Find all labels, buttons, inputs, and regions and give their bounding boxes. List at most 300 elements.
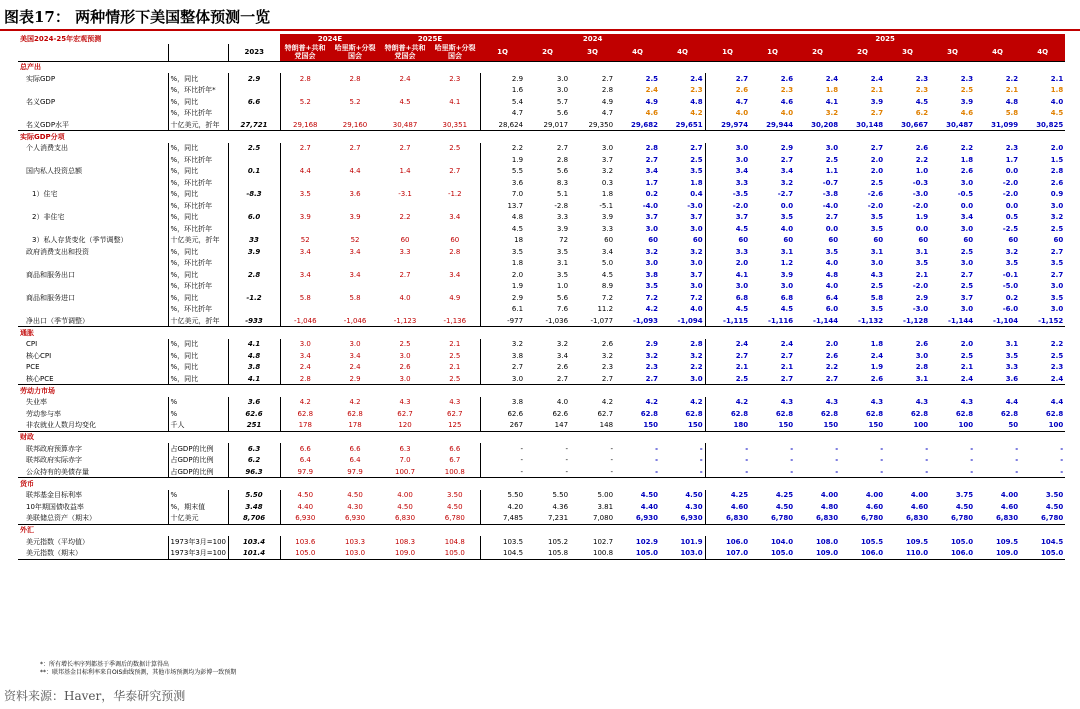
section-row	[18, 431, 1065, 443]
value-quarter-2025: 2.7	[1050, 270, 1064, 279]
value-quarter-2025: 100	[958, 421, 974, 429]
page-title: 图表17： 两种情形下美国整体预测一览	[4, 8, 271, 26]
value-quarter-2024: 2.6	[556, 363, 569, 372]
value-quarter-2025: 31,099	[991, 120, 1019, 129]
value-quarter-2025: 4.4	[1050, 398, 1064, 407]
row-label: 联邦政府预算赤字	[26, 444, 82, 453]
value-estimate: 3.5	[280, 189, 330, 201]
value-2023: 4.1	[228, 373, 280, 385]
header-2025e-scenario-a: 特朗普+共和党国会	[380, 44, 430, 61]
value-estimate: 30,487	[392, 120, 418, 129]
row-label: 政府消费支出和投资	[26, 247, 89, 256]
value-quarter-2025: -1,115	[705, 315, 750, 327]
value-quarter-2025: 0.0	[1005, 201, 1019, 210]
value-quarter-2025: 105.0	[950, 537, 974, 546]
value-estimate: 6.4	[349, 456, 361, 465]
value-quarter-2024: 2.7	[601, 374, 614, 383]
value-estimate: 4.50	[280, 490, 330, 502]
value-estimate: 3.0	[349, 340, 361, 349]
value-2023: -933	[228, 315, 280, 327]
table-body	[18, 61, 1065, 559]
value-quarter-2025: 2.7	[780, 351, 794, 360]
value-quarter-2025: -0.1	[1002, 270, 1019, 279]
row-label: 3）私人存货变化（季节调整）	[32, 236, 128, 245]
value-quarter-2024: 101.9	[680, 537, 703, 546]
value-quarter-2024: 1.9	[480, 281, 525, 293]
value-quarter-2024: -1,077	[590, 316, 614, 325]
value-quarter-2024: -	[655, 467, 659, 476]
value-quarter-2025: 2.5	[870, 178, 884, 187]
value-quarter-2024: 29,017	[543, 120, 569, 129]
value-quarter-2025: 3.0	[960, 224, 974, 233]
value-estimate: 109.0	[395, 549, 416, 557]
value-quarter-2025: 2.6	[825, 351, 839, 360]
value-quarter-2025: 3.1	[870, 247, 884, 256]
table-row	[18, 269, 1065, 281]
table-row	[18, 455, 1065, 467]
table-row	[18, 408, 1065, 420]
value-quarter-2025: 3.5	[1050, 259, 1064, 268]
value-quarter-2024: 4.2	[645, 398, 659, 407]
value-quarter-2025: 2.6	[780, 74, 794, 83]
value-estimate: 6.3	[399, 444, 411, 453]
row-unit: %，环比折年	[168, 200, 228, 212]
value-quarter-2025: 62.8	[775, 409, 794, 418]
row-label: 美联储总资产（期末）	[26, 514, 96, 522]
value-quarter-2025: 62.8	[910, 409, 929, 418]
value-estimate: 4.4	[280, 166, 330, 178]
value-quarter-2025: 3.0	[1050, 305, 1064, 314]
value-quarter-2025: 4.00	[1000, 491, 1019, 500]
value-estimate	[430, 85, 480, 97]
value-quarter-2025: -	[970, 444, 974, 453]
value-quarter-2025: 62.8	[865, 409, 884, 418]
value-estimate: 2.8	[449, 247, 461, 256]
value-estimate: 2.8	[280, 73, 330, 85]
header-2025-q1: 1Q	[705, 44, 750, 61]
value-estimate: 97.9	[347, 467, 363, 476]
value-quarter-2024: 4.5	[480, 223, 525, 235]
value-quarter-2024: -1,093	[633, 316, 659, 325]
header-2025-q8: 4Q	[1020, 44, 1065, 61]
value-quarter-2025: 2.8	[1050, 167, 1064, 176]
value-quarter-2025: 6.4	[825, 293, 839, 302]
value-quarter-2024: 5.6	[556, 109, 569, 118]
value-quarter-2025: 2.9	[915, 293, 929, 302]
value-quarter-2025: 29,944	[766, 120, 794, 129]
value-estimate: 2.2	[399, 213, 411, 222]
value-quarter-2024: 3.2	[690, 247, 703, 256]
value-quarter-2024: 105.8	[548, 549, 569, 557]
value-quarter-2024: -	[655, 444, 659, 453]
value-quarter-2024: 3.1	[556, 259, 569, 268]
value-estimate	[330, 223, 380, 235]
table-row	[18, 154, 1065, 166]
value-quarter-2025: 2.0	[870, 155, 884, 164]
value-estimate: 97.9	[280, 466, 330, 478]
value-estimate: 4.50	[347, 491, 363, 500]
value-estimate: 4.40	[280, 501, 330, 513]
value-quarter-2024: 18	[480, 235, 525, 247]
value-quarter-2025: 2.3	[1050, 363, 1064, 372]
value-quarter-2025: 1.5	[1050, 155, 1064, 164]
value-estimate: 3.0	[399, 351, 411, 360]
value-quarter-2025: 62.8	[1000, 409, 1019, 418]
value-quarter-2025: 3.0	[915, 351, 929, 360]
value-quarter-2025: 6,830	[905, 514, 929, 522]
value-quarter-2024: 4.50	[685, 491, 703, 500]
value-estimate: 4.1	[449, 97, 461, 106]
value-estimate: 178	[280, 420, 330, 432]
value-quarter-2025: 4.25	[705, 490, 750, 502]
value-quarter-2025: 62.8	[955, 409, 974, 418]
value-estimate: 6.7	[449, 456, 461, 465]
value-quarter-2024: 7.2	[601, 293, 614, 302]
value-estimate: 29,168	[280, 119, 330, 131]
value-quarter-2025: 2.2	[1005, 74, 1019, 83]
value-quarter-2024: 3.5	[556, 247, 569, 256]
value-quarter-2025: 2.1	[1005, 86, 1019, 95]
value-estimate: 2.7	[399, 144, 411, 153]
value-quarter-2024: 102.7	[593, 537, 614, 546]
value-quarter-2024: -	[480, 455, 525, 467]
value-estimate: 4.2	[349, 398, 361, 407]
value-estimate	[380, 258, 430, 270]
value-2023	[228, 177, 280, 189]
value-estimate	[430, 177, 480, 189]
value-quarter-2024: 4.9	[601, 97, 614, 106]
value-estimate: 6.4	[280, 455, 330, 467]
value-quarter-2025: 60	[873, 236, 884, 245]
value-estimate	[380, 108, 430, 120]
value-quarter-2025: 6,830	[815, 514, 839, 522]
value-estimate	[280, 154, 330, 166]
value-quarter-2024: -	[699, 456, 703, 465]
header-2023: 2023	[228, 44, 280, 61]
row-unit: 占GDP的比例	[168, 466, 228, 478]
value-quarter-2024: 11.2	[597, 305, 614, 314]
row-unit: %，期末值	[168, 501, 228, 513]
value-quarter-2024: 5.6	[556, 167, 569, 176]
header-2024e-scenario-b: 哈里斯+分裂国会	[330, 44, 380, 61]
value-quarter-2024: 62.8	[685, 409, 703, 418]
value-estimate: 2.4	[349, 363, 361, 372]
value-quarter-2024: 7,485	[480, 513, 525, 525]
value-quarter-2025: 4.7	[705, 96, 750, 108]
row-unit: %，环比折年	[168, 177, 228, 189]
value-quarter-2025: 4.60	[910, 502, 929, 511]
value-quarter-2025: 4.60	[705, 501, 750, 513]
value-quarter-2025: -3.5	[705, 189, 750, 201]
value-estimate: 2.7	[349, 144, 361, 153]
value-quarter-2024: 1.8	[690, 178, 703, 187]
table-row	[18, 420, 1065, 432]
value-2023: 6.2	[228, 455, 280, 467]
value-2023: 5.50	[228, 490, 280, 502]
value-estimate	[430, 154, 480, 166]
value-quarter-2025: 30,667	[901, 120, 929, 129]
table-row	[18, 315, 1065, 327]
value-quarter-2025: 0.0	[780, 201, 794, 210]
value-quarter-2024: -1,094	[677, 316, 703, 325]
value-quarter-2024: 103.5	[480, 536, 525, 548]
value-estimate: 4.50	[446, 502, 463, 511]
header-2024-q2: 2Q	[525, 44, 570, 61]
value-quarter-2024: 5.0	[601, 259, 614, 268]
header-row-years	[18, 34, 1065, 44]
value-estimate	[280, 223, 330, 235]
table-subtitle: 美国2024-25年宏观预测	[18, 34, 228, 44]
table-row	[18, 443, 1065, 455]
value-quarter-2025: 3.0	[705, 154, 750, 166]
row-label: 净出口（季节调整）	[26, 316, 89, 325]
value-quarter-2024: -	[699, 444, 703, 453]
row-label: CPI	[26, 340, 38, 349]
value-quarter-2025: 106.0	[950, 549, 974, 557]
value-quarter-2024: 4.7	[601, 109, 614, 118]
value-quarter-2025: 60	[783, 236, 794, 245]
value-estimate: 2.4	[399, 74, 411, 83]
row-unit: %	[168, 408, 228, 420]
value-quarter-2024: 3.5	[556, 270, 569, 279]
value-quarter-2025: 6,780	[1041, 514, 1064, 522]
value-quarter-2024: 150	[687, 421, 703, 429]
value-quarter-2024: 3.5	[480, 246, 525, 258]
value-quarter-2025: 60	[828, 236, 839, 245]
value-quarter-2025: -4.0	[822, 201, 839, 210]
value-quarter-2025: 104.0	[770, 537, 794, 546]
value-quarter-2024: 28,624	[480, 119, 525, 131]
value-quarter-2025: -3.0	[912, 305, 929, 314]
value-quarter-2024: 4.8	[480, 212, 525, 224]
table-row	[18, 339, 1065, 351]
value-quarter-2024: 3.4	[556, 351, 569, 360]
header-2025-q4: 2Q	[840, 44, 885, 61]
value-quarter-2025: -	[1015, 456, 1019, 465]
value-quarter-2025: 3.0	[960, 178, 974, 187]
table-row	[18, 143, 1065, 155]
value-quarter-2024: 7.2	[690, 293, 703, 302]
value-quarter-2025: 1.9	[915, 213, 929, 222]
value-quarter-2025: 4.0	[780, 109, 794, 118]
value-quarter-2025: 2.8	[915, 363, 929, 372]
value-quarter-2025: 3.4	[960, 213, 974, 222]
value-quarter-2025: 4.0	[825, 259, 839, 268]
value-quarter-2025: 2.5	[960, 86, 974, 95]
value-quarter-2024: 104.5	[480, 548, 525, 560]
value-quarter-2025: 2.3	[1005, 144, 1019, 153]
value-2023: 6.6	[228, 96, 280, 108]
value-quarter-2024: 3.2	[601, 351, 614, 360]
value-estimate: 4.30	[347, 502, 363, 511]
value-estimate: 60	[450, 236, 460, 245]
row-unit: 十亿美元，折年	[168, 119, 228, 131]
value-estimate: -1,136	[443, 316, 467, 325]
row-label: 10年期国债收益率	[26, 502, 84, 511]
value-quarter-2025: 0.5	[1005, 213, 1019, 222]
value-quarter-2025: -0.5	[957, 190, 974, 199]
value-quarter-2025: 105.5	[860, 537, 884, 546]
value-quarter-2024: 4.5	[601, 270, 614, 279]
value-quarter-2024: 2.8	[556, 155, 569, 164]
value-quarter-2024: 4.2	[645, 305, 659, 314]
value-quarter-2025: 4.6	[780, 97, 794, 106]
row-unit: %，环比折年	[168, 154, 228, 166]
value-quarter-2024: 3.2	[690, 351, 703, 360]
value-quarter-2024: 2.6	[601, 340, 614, 349]
header-2024e: 2024E	[280, 34, 380, 44]
value-quarter-2024: 0.4	[690, 190, 703, 199]
value-estimate: 4.3	[399, 398, 411, 407]
row-label: 核心PCE	[26, 374, 54, 383]
table-row	[18, 119, 1065, 131]
value-quarter-2024: 2.7	[556, 144, 569, 153]
value-quarter-2025: 3.2	[1005, 247, 1019, 256]
value-quarter-2025: 50	[1008, 421, 1019, 429]
value-quarter-2025: 2.4	[870, 351, 884, 360]
value-quarter-2024: 3.7	[690, 270, 703, 279]
value-estimate	[380, 200, 430, 212]
value-quarter-2025: 3.9	[960, 97, 974, 106]
value-2023	[228, 304, 280, 316]
value-estimate	[330, 85, 380, 97]
value-quarter-2025: 100	[1048, 421, 1064, 429]
value-2023: 33	[228, 235, 280, 247]
value-quarter-2024: 5.00	[597, 491, 614, 500]
value-quarter-2025: -2.7	[777, 190, 794, 199]
value-quarter-2024: 29,350	[588, 120, 614, 129]
value-quarter-2024: 4.8	[690, 97, 703, 106]
value-quarter-2025: -	[925, 467, 929, 476]
section-title: 实际GDP分项	[18, 131, 1065, 143]
value-2023: 251	[228, 420, 280, 432]
value-estimate	[280, 85, 330, 97]
value-quarter-2025: 180	[705, 420, 750, 432]
table-row	[18, 350, 1065, 362]
value-quarter-2025: 3.0	[960, 259, 974, 268]
value-quarter-2024: 4.0	[556, 398, 569, 407]
value-quarter-2025: 4.60	[1000, 502, 1019, 511]
footnote-2: **：联邦基金目标利率来自OIS曲线预测，其他市场预测均为彭博一致预期	[40, 669, 237, 676]
value-quarter-2025: 1.2	[780, 259, 794, 268]
value-quarter-2024: 5.6	[556, 293, 569, 302]
value-2023: 8,706	[228, 513, 280, 525]
value-quarter-2025: -	[835, 444, 839, 453]
header-2024: 2024	[480, 34, 705, 44]
value-quarter-2025: 109.0	[815, 549, 839, 557]
value-quarter-2024: 3.5	[690, 167, 703, 176]
row-unit: %，同比	[168, 339, 228, 351]
value-quarter-2025: 4.0	[705, 108, 750, 120]
row-label: 联邦基金目标利率	[26, 491, 82, 500]
value-quarter-2024: 2.2	[480, 143, 525, 155]
value-quarter-2024: 3.2	[601, 167, 614, 176]
value-quarter-2024: 3.7	[690, 213, 703, 222]
value-estimate: 3.0	[399, 374, 411, 383]
value-quarter-2024: 2.3	[601, 363, 614, 372]
table-row	[18, 212, 1065, 224]
value-quarter-2024: 0.2	[645, 190, 659, 199]
value-quarter-2025: 30,487	[946, 120, 974, 129]
value-quarter-2024: 7.2	[645, 293, 659, 302]
row-label	[18, 258, 168, 270]
value-quarter-2025: 2.3	[915, 86, 929, 95]
row-unit: %，同比	[168, 362, 228, 374]
value-quarter-2025: 3.5	[870, 213, 884, 222]
value-quarter-2025: 109.0	[995, 549, 1019, 557]
value-quarter-2025: 60	[1053, 236, 1064, 245]
value-quarter-2025: 3.75	[955, 491, 974, 500]
table-row	[18, 536, 1065, 548]
value-estimate: 3.4	[449, 270, 461, 279]
value-quarter-2025: 4.5	[705, 304, 750, 316]
value-quarter-2025: 3.5	[1050, 293, 1064, 302]
section-row	[18, 61, 1065, 73]
value-estimate: 2.7	[449, 167, 461, 176]
value-estimate	[430, 108, 480, 120]
footnote-1: *：所有增长率序列都基于季调后的数据计算得出	[40, 661, 170, 668]
value-quarter-2025: 3.3	[705, 177, 750, 189]
value-quarter-2025: 4.5	[1050, 109, 1064, 118]
value-estimate: -1,046	[343, 316, 367, 325]
value-estimate	[430, 304, 480, 316]
value-quarter-2024: 1.8	[601, 190, 614, 199]
value-quarter-2024: 100.8	[593, 549, 614, 557]
table-row	[18, 304, 1065, 316]
header-2025-q2: 1Q	[750, 44, 795, 61]
section-row	[18, 327, 1065, 339]
value-quarter-2025: 2.1	[915, 270, 929, 279]
value-quarter-2024: 3.0	[556, 86, 569, 95]
value-quarter-2024: 3.9	[601, 213, 614, 222]
value-quarter-2024: 13.7	[480, 200, 525, 212]
value-2023: 4.8	[228, 350, 280, 362]
value-quarter-2025: 2.5	[960, 282, 974, 291]
row-unit: 占GDP的比例	[168, 455, 228, 467]
value-quarter-2025: 3.4	[780, 167, 794, 176]
value-estimate: 2.5	[449, 374, 461, 383]
value-estimate	[380, 154, 430, 166]
value-quarter-2025: 4.5	[780, 305, 794, 314]
value-estimate: -3.1	[398, 190, 412, 199]
value-quarter-2024: 2.8	[645, 144, 659, 153]
value-2023: 4.1	[228, 339, 280, 351]
row-label: 名义GDP	[26, 97, 56, 106]
value-quarter-2025: 4.50	[955, 502, 974, 511]
value-estimate	[430, 200, 480, 212]
row-unit: %，环比折年	[168, 223, 228, 235]
value-quarter-2025: 4.0	[825, 282, 839, 291]
value-estimate: 3.4	[280, 269, 330, 281]
value-quarter-2025: 2.4	[705, 339, 750, 351]
row-label: 国内私人投资总额	[26, 167, 82, 176]
value-quarter-2024: -	[610, 456, 614, 465]
value-quarter-2025: 2.2	[825, 363, 839, 372]
value-quarter-2025: 2.5	[825, 155, 839, 164]
value-quarter-2024: -	[699, 467, 703, 476]
value-estimate: 178	[348, 421, 362, 429]
header-2024e-scenario-a: 特朗普+共和党国会	[280, 44, 330, 61]
value-quarter-2024: 3.0	[690, 224, 703, 233]
value-estimate	[380, 281, 430, 293]
row-label: 商品和服务进口	[26, 293, 75, 302]
value-quarter-2025: 3.0	[1050, 201, 1064, 210]
row-unit: %，环比折年	[168, 281, 228, 293]
value-quarter-2025: 2.7	[825, 213, 839, 222]
value-quarter-2025: 4.3	[915, 398, 929, 407]
value-estimate: 29,160	[342, 120, 368, 129]
value-quarter-2025: -3.0	[912, 190, 929, 199]
